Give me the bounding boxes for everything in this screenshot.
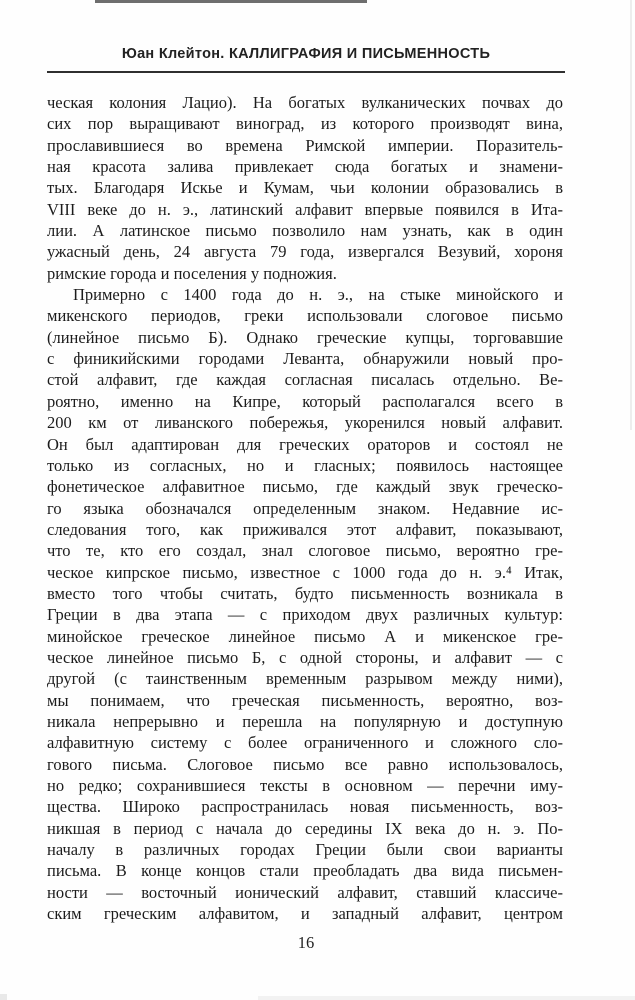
- text-line: тых. Благодаря Искье и Кумам, чьи колонии образовались в: [47, 178, 563, 198]
- scan-artifact-bottom: [258, 996, 635, 1000]
- text-line: алфавитную систему с более ограниченного и сложного сло-: [47, 733, 563, 753]
- text-line: щества. Широко распространилась новая письменность, воз-: [47, 797, 563, 817]
- text-line: роятно, именно на Кипре, который располагался всего в: [47, 391, 563, 411]
- text-line: Греции в два этапа — с приходом двух различных культур:: [47, 605, 563, 625]
- text-line: с финикийскими городами Леванта, обнаружили новый про-: [47, 349, 563, 369]
- text-line: письма. В конце концов стали преобладать два вида письмен-: [47, 861, 563, 881]
- text-line: стой алфавит, где каждая согласная писалась отдельно. Ве-: [47, 370, 563, 390]
- text-line: ческая колония Лацио). На богатых вулканических почвах до: [47, 93, 563, 112]
- text-line: Примерно с 1400 года до н. э., на стыке минойского и: [73, 285, 563, 305]
- text-line: но редко; сохранившиеся тексты в основном — перечни иму-: [47, 776, 563, 795]
- text-line: гового письма. Слоговое письмо все равно использовалось,: [47, 754, 563, 774]
- text-block: [47, 92, 563, 924]
- text-line: мы понимаем, что греческая письменность, вероятно, воз-: [47, 690, 563, 710]
- text-line: 200 км от ливанского побережья, укоренился новый алфавит.: [47, 413, 563, 433]
- text-line: ная красота залива привлекает сюда богатых и знамени-: [47, 157, 563, 177]
- text-line: другой (с таинственным временным разрывом между ними),: [47, 669, 563, 689]
- text-line: началу в различных городах Греции были свои варианты: [47, 840, 563, 860]
- text-line: ческое линейное письмо Б, с одной стороны, и алфавит — с: [47, 647, 563, 667]
- scan-artifact-top: [95, 0, 367, 3]
- text-line: никшая в период с начала до середины IX века до н. э. По-: [47, 818, 563, 838]
- text-line: микенского периодов, греки использовали слоговое письмо: [47, 306, 563, 326]
- header-rule: [47, 71, 565, 73]
- text-line: (линейное письмо Б). Однако греческие купцы, торговавшие: [47, 327, 563, 347]
- text-line: вместо того чтобы считать, будто письменность возникала в: [47, 583, 563, 603]
- text-line: римские города и поселения у подножия.: [47, 263, 337, 283]
- scan-artifact-corner: [0, 994, 7, 1000]
- text-line: только из согласных, но и гласных; появилось настоящее: [47, 455, 563, 475]
- scan-artifact-right-edge: [630, 0, 632, 430]
- text-line: прославившиеся во времена Римской империи. Поразитель-: [47, 135, 563, 155]
- text-line: VIII веке до н. э., латинский алфавит впервые появился в Ита-: [47, 199, 563, 219]
- running-header: Юан Клейтон. КАЛЛИГРАФИЯ И ПИСЬМЕННОСТЬ: [121, 46, 491, 62]
- text-line: что те, кто его создал, знал слоговое письмо, вероятно гре-: [47, 541, 563, 561]
- text-line: минойское греческое линейное письмо А и микенское гре-: [47, 626, 563, 646]
- text-line: ческое кипрское письмо, известное с 1000 года до н. э.⁴ Итак,: [47, 562, 563, 582]
- text-line: никала непрерывно и перешла на популярную и доступную: [47, 711, 563, 731]
- text-line: следования того, как приживался этот алфавит, показывают,: [47, 519, 563, 539]
- text-line: го языка обозначался определенным знаком. Недавние ис-: [47, 498, 563, 518]
- page-number: 16: [297, 933, 315, 952]
- text-line: ности — восточный ионический алфавит, ставший классиче-: [47, 882, 563, 902]
- text-line: лии. А латинское письмо позволило нам узнать, как в один: [47, 221, 563, 241]
- text-line: ужасный день, 24 августа 79 года, извергался Везувий, хороня: [47, 242, 563, 262]
- text-line: фонетическое алфавитное письмо, где каждый звук греческо-: [47, 477, 563, 497]
- text-line: Он был адаптирован для греческих ораторов и состоял не: [47, 434, 563, 454]
- text-line: ским греческим алфавитом, и западный алфавит, центром: [47, 904, 563, 924]
- text-line: сих пор выращивают виноград, из которого производят вина,: [47, 114, 563, 134]
